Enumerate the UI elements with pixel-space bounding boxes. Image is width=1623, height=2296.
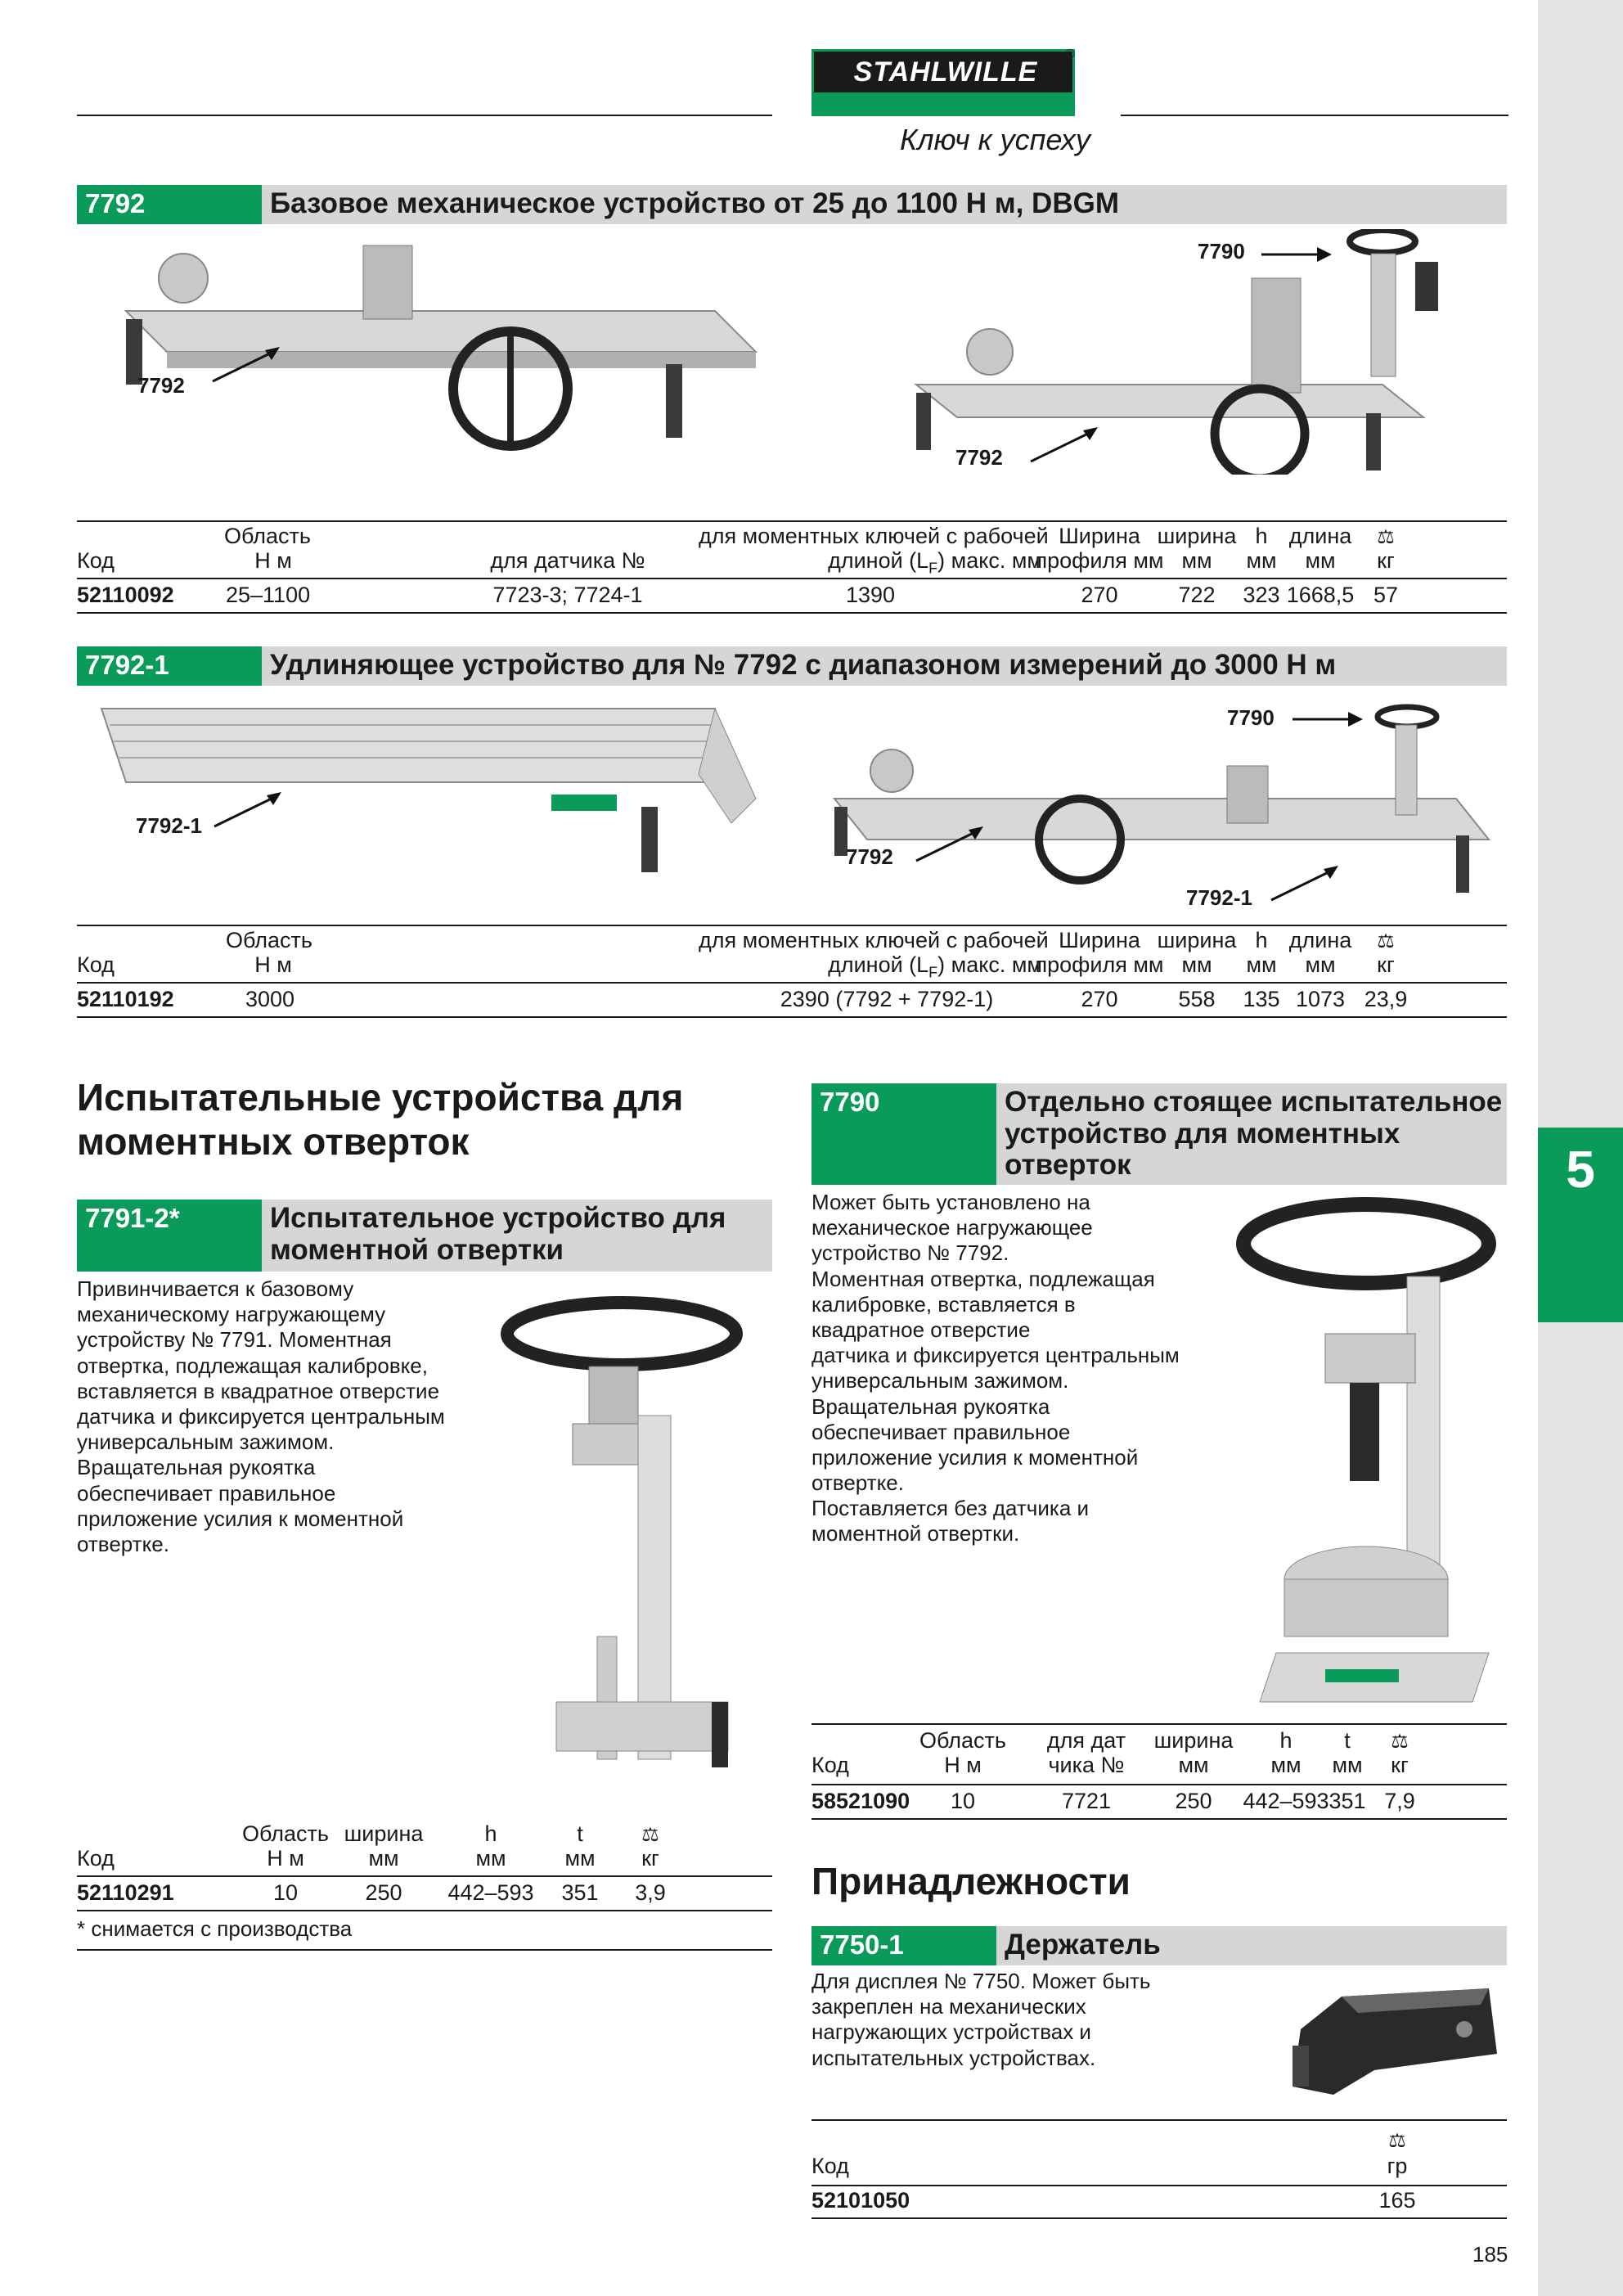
product-photo-7792-1-b [818,692,1505,921]
product-photo-7792-1-a [77,692,797,921]
article-number: 7750-1 [812,1926,996,1965]
arrow-icon [1029,424,1103,465]
article-number: 7792-1 [77,646,262,686]
col-header-t: t [577,1821,583,1846]
arrow-icon [915,823,988,864]
col-header-range: Область [226,928,312,952]
col-header-length-mm: длина [1288,524,1352,548]
article-number: 7790 [812,1083,996,1185]
col-header-code: Код [812,2154,849,2178]
col-header-width: ширина [1157,928,1237,952]
header-rule-right [1121,115,1508,116]
col-header-sensor: для дат [1046,1728,1126,1753]
weight-icon: ⚖ [1388,2130,1406,2152]
spec-table-7790: Область Н м Код для дат чика № ширина мм h мм t мм ⚖ кг 58521090 10 7721 250 442–593 351 7,9 [812,1723,1507,1821]
callout-7792-1: 7792-1 [1186,885,1252,910]
col-header-range: Область [242,1821,329,1846]
testers-heading: Испытательные устройства для моментных отверток [77,1076,684,1164]
section-header-7790 [812,1083,1507,1185]
arrow-icon [1270,862,1343,903]
section-header-7750-1 [812,1926,1507,1965]
col-header-length: для моментных ключей с рабочей [699,928,1049,952]
product-photo-7790 [1227,1195,1507,1718]
col-header-profile: Ширина [1059,524,1140,548]
registered-mark: ® [1065,47,1075,61]
arrow-icon [213,789,286,830]
description-7791-2: Привинчивается к базовому механическому нагружающему устройству № 7791. Моментная отвертка, подлежащая калибровке, вставляется в квадратное отверстие датчика и фиксируется центральным универсальным зажимом. Вращательная рукоятка обеспечивает правильное приложение усилия к моментной отвертке. [77,1276,445,1556]
weight-icon: ⚖ [1377,526,1395,548]
description-7750-1: Для дисплея № 7750. Может быть закреплен на механических нагружающих устройствах и испытательных устройствах. [812,1969,1151,2070]
callout-7790: 7790 [1198,239,1245,263]
callout-7790: 7790 [1227,705,1275,730]
page-number: 185 [1472,2242,1508,2267]
logo-text: STAHLWILLE [853,56,1038,88]
col-header-code: Код [812,1753,849,1777]
spec-table-7750-1: ⚖ Код гр 52101050 165 [812,2119,1507,2217]
section-header-7791-2 [77,1200,772,1272]
col-header-range: Область [224,524,311,548]
section-title: Испытательное устройство для моментной отвертки [270,1202,726,1266]
col-header-grams: гр [1387,2154,1408,2178]
description-7790: Может быть установлено на механическое нагружающее устройство № 7792. Моментная отвертка, подлежащая калибровке, вставляется в квадратное отверстие датчика и фиксируется центральным универсальным зажимом. Вращательная рукоятка обеспечивает правильное приложение усилия к моментной отвертке. Поставляется без датчика и моментной отвертки. [812,1190,1180,1546]
col-header-width: ширина [1157,524,1237,548]
col-header-range: Область [919,1728,1006,1753]
weight-icon: ⚖ [1377,930,1395,952]
article-number: 7791-2* [77,1200,262,1272]
callout-7792-1: 7792-1 [136,813,202,838]
spec-table-7791-2: Область Н м Код ширина мм h мм t мм ⚖ кг 52110291 10 250 442–593 351 3,9 [77,1818,772,1916]
article-code: 58521090 [812,1789,910,1813]
header-rule-left [77,115,772,116]
article-code: 52110092 [77,583,174,607]
section-title: Держатель [1005,1929,1161,1961]
footnote: * снимается с производства [77,1916,353,1941]
weight-icon: ⚖ [641,1824,659,1846]
article-code: 52110291 [77,1880,174,1905]
col-header-h: h [1255,928,1268,952]
accessories-heading: Принадлежности [812,1860,1131,1902]
product-photo-7791-2 [491,1293,772,1784]
col-header-code: Код [77,1846,115,1871]
col-header-length-mm: длина [1288,928,1352,952]
chapter-tab[interactable]: 5 [1538,1128,1623,1322]
stahlwille-logo [812,49,1075,116]
spec-table-7792-1: Область Н м Код для моментных ключей с рабочей длиной $(L_F)$ макс. мм Ширина профиля мм ширина мм h мм длина мм ⚖ кг 52110192 3000 2390 (7792 + 7792-1) 270 558 135 1073 23,9 [77,925,1507,1023]
article-code: 52101050 [812,2188,910,2213]
arrow-icon [211,344,285,385]
col-header-code: Код [77,548,115,573]
product-photo-7750-1 [1284,1980,1505,2103]
spec-table-7792: Область Н м Код для датчика № для моментных ключей с рабочей длиной $(L_F)$ макс. мм Ширина профиля мм ширина мм h мм длина мм ⚖ кг 52110092 25–1100 7723-3; 7724-1 1390 270 722 323 1668,5 57 [77,520,1507,619]
col-header-code: Код [77,952,115,977]
col-header-width: ширина [1153,1728,1234,1753]
callout-7792: 7792 [137,373,185,398]
callout-7792: 7792 [955,445,1003,470]
arrow-icon [1260,242,1333,267]
col-header-width: ширина [344,1821,424,1846]
section-title: Отдельно стоящее испытательное устройство для моментных отверток [1005,1086,1503,1181]
col-header-length: для моментных ключей с рабочей [699,524,1049,548]
col-header-h: h [484,1821,497,1846]
slogan: Ключ к успеху [900,123,1090,156]
col-header-h: h [1279,1728,1293,1753]
product-photo-7792-b [892,229,1505,475]
footnote-rule [77,1949,772,1951]
section-title: Базовое механическое устройство от 25 до 1100 Н м, DBGM [270,187,1119,219]
product-photo-7792-a [77,229,797,466]
col-header-t: t [1344,1728,1351,1753]
weight-icon: ⚖ [1391,1731,1409,1753]
article-code: 52110192 [77,987,174,1011]
section-header-7792 [77,185,1507,224]
section-title: Удлиняющее устройство для № 7792 с диапазоном измерений до 3000 Н м [270,649,1337,681]
article-number: 7792 [77,185,262,224]
section-header-7792-1 [77,646,1507,686]
col-header-sensor: для датчика № [490,548,645,573]
arrow-icon [1291,707,1364,732]
col-header-profile: Ширина [1059,928,1140,952]
col-header-h: h [1255,524,1268,548]
callout-7792: 7792 [846,844,893,869]
